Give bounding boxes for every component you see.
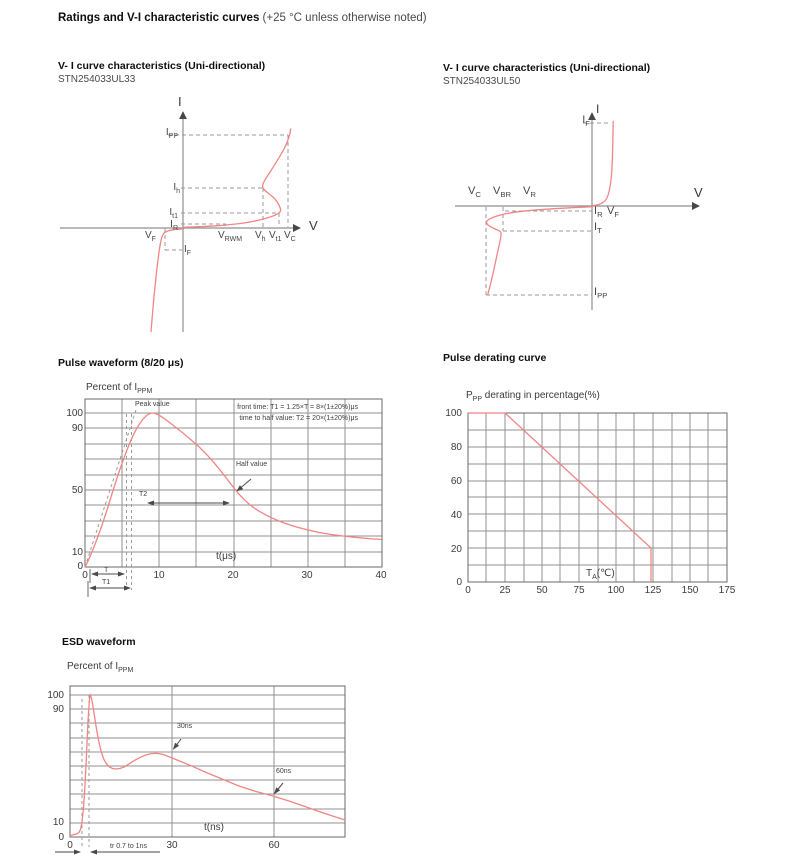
derating-ytick-80: 80 [450,442,462,453]
esd-heading: ESD waveform [62,636,136,648]
vi-right-axis-label-v: V [694,185,703,200]
vi-right-label-ipp: $I_{PP}$ [594,286,608,301]
derating-xtick-25: 25 [499,585,511,596]
pulse-gridlines [85,399,382,567]
vi-left-label-ir: $I_R$ [170,219,178,232]
vi-left-heading: V- I curve characteristics (Uni-directional) [58,60,266,72]
vi-left-label-vt1: $V_{t1}$ [269,230,282,243]
derating-ytick-40: 40 [450,510,462,521]
vi-right-heading: V- I curve characteristics (Uni-directional) [443,62,651,74]
vi-left-axis-label-i: I [178,94,182,109]
vi-left-label-it1: $I_{t1}$ [169,207,178,220]
pulse-ytick-90: 90 [71,423,83,434]
esd-xtick-30: 30 [166,840,178,851]
esd-chart-title: Percent of $I_{PPM}$ [67,661,134,674]
vi-right-curve-forward [592,121,613,206]
pulse-xtick-0: 0 [82,570,88,581]
esd-60ns-label: 60ns [276,768,292,775]
derating-ytick-100: 100 [445,408,462,419]
vi-left-label-vc: $V_C$ [284,230,296,243]
esd-30ns-arrow [174,739,182,749]
vi-right-part-number: STN254033UL50 [443,76,521,87]
vi-right-curve-breakdown [486,207,592,296]
esd-xtick-0: 0 [67,840,73,851]
vi-right-axis-label-i: I [596,102,600,116]
esd-30ns-label: 30ns [177,723,193,730]
derating-gridlines [468,413,727,582]
vi-right-label-it: $I_T$ [594,221,602,236]
esd-60ns-arrow [275,783,284,794]
pulse-t1-label: T1 [102,579,111,586]
derating-xtick-150: 150 [681,585,699,596]
pulse-t-label: T [104,567,109,574]
esd-curve [70,695,345,836]
vi-left-part-number: STN254033UL33 [58,74,136,85]
pulse-half-value-label: Half value [236,461,268,468]
page-title: Ratings and V-I characteristic curves (+25 °C unless otherwise noted) [58,12,427,24]
pulse-ytick-10: 10 [71,547,83,558]
pulse-chart-title: Percent of $I_{PPM}$ [86,382,153,395]
esd-ytick-90: 90 [52,704,64,715]
vi-right-label-vbr: $V_{BR}$ [493,185,512,200]
esd-ytick-0: 0 [58,832,64,843]
derating-xtick-175: 175 [718,585,736,596]
pulse-xtick-10: 10 [153,570,165,581]
pulse-front-time-label: front time: T1 = 1.25×T = 8×(1±20%)μs [237,404,358,411]
pulse-peak-value-label: Peak value [135,401,170,408]
pulse-ytick-50: 50 [71,485,83,496]
pulse-half-value-arrow [237,479,251,491]
vi-left-label-vf: $V_F$ [145,230,156,243]
derating-xlabel: $T_A(℃)$ [586,568,615,581]
pulse-t-guides [88,569,90,597]
esd-gridlines [70,686,345,837]
pulse-xtick-20: 20 [227,570,239,581]
esd-chart [40,675,360,864]
derating-xtick-0: 0 [465,585,471,596]
esd-ytick-10: 10 [52,817,64,828]
pulse-ytick-0: 0 [77,561,83,572]
vi-left-label-vrwm: $V_{RWM}$ [218,230,243,243]
derating-xtick-75: 75 [573,585,585,596]
derating-xtick-125: 125 [644,585,662,596]
pulse-ytick-100: 100 [66,408,83,419]
derating-ytick-20: 20 [450,544,462,555]
vi-right-diagram [440,95,730,320]
pulse-xtick-40: 40 [375,570,387,581]
derating-heading: Pulse derating curve [443,352,547,364]
pulse-xlabel: t(μs) [216,551,237,562]
vi-left-curve-breakdown [183,129,291,228]
esd-ytick-100: 100 [47,690,64,701]
esd-xlabel: t(ns) [204,822,224,833]
pulse-heading: Pulse waveform (8/20 μs) [58,357,184,369]
vi-right-label-ir: $I_R$ [594,205,603,220]
page-title-note: (+25 °C unless otherwise noted) [259,12,427,24]
vi-left-label-vh: $V_h$ [255,230,266,243]
vi-right-label-vf: $V_F$ [607,205,620,220]
pulse-half-time-label: time to half value: T2 = 20×(1±20%)μs [239,415,358,422]
vi-left-label-ih: $I_h$ [173,182,180,195]
derating-ytick-0: 0 [456,577,462,588]
vi-right-label-vr: $V_R$ [523,185,536,200]
vi-left-curve-forward [151,229,183,332]
vi-right-label-vc: $V_C$ [468,185,481,200]
vi-left-axis-label-v: V [309,218,318,233]
vi-left-label-ipp: $I_{PP}$ [165,127,178,140]
pulse-xtick-30: 30 [301,570,313,581]
derating-xtick-100: 100 [607,585,625,596]
esd-tr-label: tr 0.7 to 1ns [110,843,147,850]
derating-chart-title: $P_{PP}$ derating in percentage(%) [466,390,600,403]
vi-right-label-if: $I_F$ [582,114,590,129]
derating-ytick-60: 60 [450,476,462,487]
vi-left-diagram [40,95,330,340]
derating-xtick-50: 50 [536,585,548,596]
esd-xtick-60: 60 [268,840,280,851]
vi-left-label-if: $I_F$ [184,244,192,257]
pulse-t2-label: T2 [139,491,148,498]
